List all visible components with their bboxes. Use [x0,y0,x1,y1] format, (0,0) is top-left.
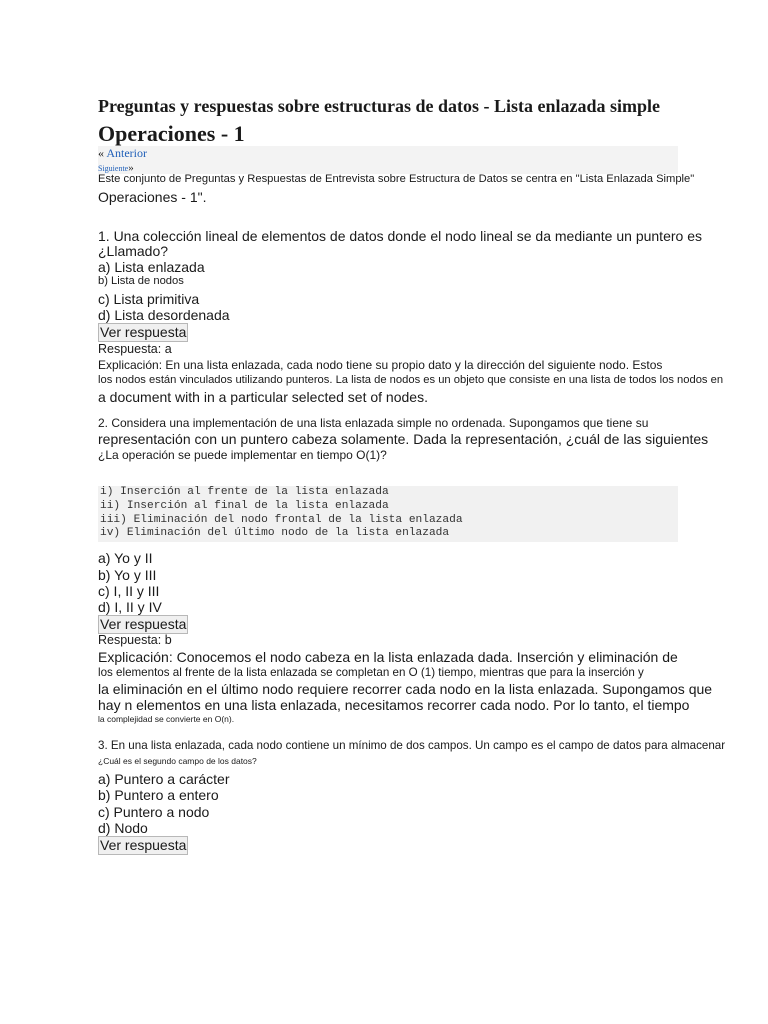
question-1-explanation: los nodos están vinculados utilizando punteros. La lista de nodos es un objeto que consiste en una lista de todos los nodos en [98,374,724,386]
question-2-explanation: la complejidad se convierte en O(n). [98,714,235,724]
question-1-explanation: a document with in a particular selected set of nodes. [98,389,428,405]
prev-link[interactable]: Anterior [106,146,147,160]
question-1-option: b) Lista de nodos [98,275,184,287]
question-3-text: 3. En una lista enlazada, cada nodo contiene un mínimo de dos campos. Un campo es el campo de datos para almacenar [98,739,726,752]
question-3-option: d) Nodo [98,820,148,836]
code-line: iii) Eliminación del nodo frontal de la lista enlazada [100,513,463,526]
question-2-option: c) I, II y III [98,583,160,599]
question-1-answer: Respuesta: a [98,342,172,356]
question-1-explanation: Explicación: En una lista enlazada, cada nodo tiene su propio dato y la dirección del siguiente nodo. Estos [98,358,663,372]
question-3-option: a) Puntero a carácter [98,771,230,787]
question-3-option: c) Puntero a nodo [98,804,210,820]
question-1-text: 1. Una colección lineal de elementos de datos donde el nodo lineal se da mediante un puntero es [98,228,702,244]
question-2-option: d) I, II y IV [98,599,162,615]
question-2-text: ¿La operación se puede implementar en tiempo O(1)? [98,448,387,462]
code-block [98,486,678,542]
page-title: Preguntas y respuestas sobre estructuras de datos - Lista enlazada simple [98,96,660,116]
question-2-explanation: la eliminación en el último nodo requiere recorrer cada nodo en la lista enlazada. Supongamos que [98,681,713,697]
question-1-text: ¿Llamado? [98,243,169,259]
prev-arrow: « [98,146,104,160]
question-1-option: d) Lista desordenada [98,307,230,323]
code-line: i) Inserción al frente de la lista enlazada [100,486,389,498]
question-2-option: a) Yo y II [98,550,153,566]
question-2-explanation: Explicación: Conocemos el nodo cabeza en la lista enlazada dada. Inserción y eliminación de [98,649,678,665]
code-line: ii) Inserción al final de la lista enlazada [100,499,389,512]
question-2-text: representación con un puntero cabeza solamente. Dada la representación, ¿cuál de las siguientes [98,431,709,447]
question-3-text: ¿Cuál es el segundo campo de los datos? [98,756,257,766]
intro-line: Operaciones - 1". [98,189,207,205]
question-2-answer: Respuesta: b [98,633,172,647]
question-1-option: c) Lista primitiva [98,291,200,307]
question-2-explanation: los elementos al frente de la lista enlazada se completan en O (1) tiempo, mientras que para la inserción y [98,666,644,679]
question-1-option: a) Lista enlazada [98,259,205,275]
nav-bar [98,146,678,174]
prev-nav [98,146,147,161]
show-answer-button[interactable]: Ver respuesta [100,324,187,340]
question-3-option: b) Puntero a entero [98,787,219,803]
intro-line: Este conjunto de Preguntas y Respuestas de Entrevista sobre Estructura de Datos se centra en "Lista Enlazada Simple" [98,173,695,185]
question-2-option: b) Yo y III [98,567,157,583]
next-arrow: » [128,162,134,174]
question-2-text: 2. Considera una implementación de una lista enlazada simple no ordenada. Supongamos que tiene su [98,416,649,430]
show-answer-button[interactable]: Ver respuesta [100,616,187,632]
next-link[interactable]: Siguiente [98,164,129,173]
code-line: iv) Eliminación del último nodo de la lista enlazada [100,527,450,540]
page-subtitle: Operaciones - 1 [98,121,245,146]
question-2-explanation: hay n elementos en una lista enlazada, necesitamos recorrer cada nodo. Por lo tanto, el tiempo [98,697,690,713]
show-answer-button[interactable]: Ver respuesta [100,837,187,853]
